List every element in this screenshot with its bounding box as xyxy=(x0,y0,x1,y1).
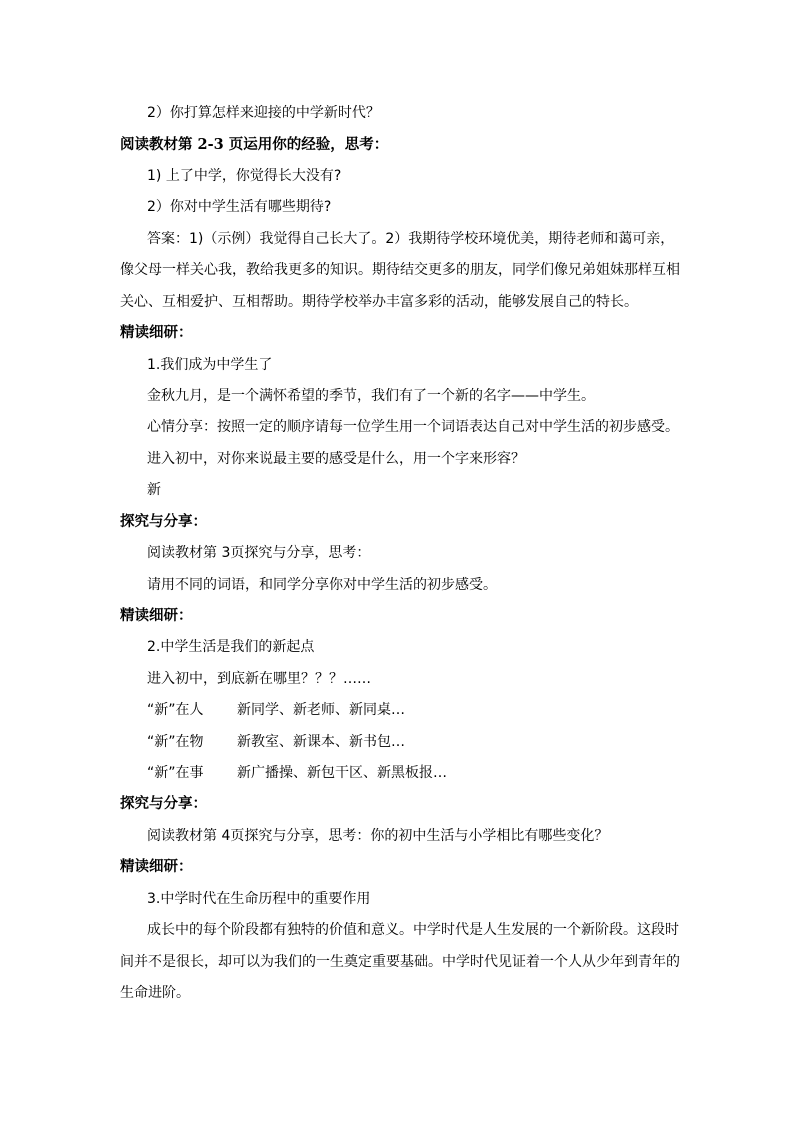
paragraph-line: 成长中的每个阶段都有独特的价值和意义。中学时代是人生发展的一个新阶段。这段时 xyxy=(147,922,679,938)
section-heading-close-reading-2: 精读细研： xyxy=(120,607,193,624)
paragraph-line: 进入初中，到底新在哪里？？？…… xyxy=(147,671,371,687)
new-item-value: 新同学、新老师、新同桌… xyxy=(237,702,405,718)
paragraph-line: 心情分享：按照一定的顺序请每一位学生用一个词语表达自己对中学生活的初步感受。 xyxy=(147,419,679,435)
new-item-key: “新”在人 xyxy=(147,702,204,718)
answer-line-1: 答案：1)（示例）我觉得自己长大了。2）我期待学校环境优美，期待老师和蔼可亲， xyxy=(147,231,675,247)
paragraph-line: 进入初中，对你来说最主要的感受是什么，用一个字来形容？ xyxy=(147,451,525,467)
new-item-value: 新广播操、新包干区、新黑板报… xyxy=(237,765,447,781)
question-line-2: 2）你打算怎样来迎接的中学新时代？ xyxy=(147,105,380,121)
paragraph-line: 阅读教材第 4页探究与分享，思考：你的初中生活与小学相比有哪些变化？ xyxy=(147,828,609,844)
new-item-key: “新”在事 xyxy=(147,765,204,781)
question-line-1: 1) 上了中学，你觉得长大没有? xyxy=(147,168,342,184)
section-heading-close-reading-1: 精读细研： xyxy=(120,324,193,341)
subheading-1: 1.我们成为中学生了 xyxy=(147,357,273,373)
new-item-row xyxy=(147,700,405,720)
answer-line-2: 像父母一样关心我，教给我更多的知识。期待结交更多的朋友，同学们像兄弟姐妹那样互相 xyxy=(120,262,680,278)
paragraph-line: 阅读教材第 3页探究与分享，思考： xyxy=(147,545,371,561)
section-heading-reading: 阅读教材第 2-3 页运用你的经验，思考： xyxy=(120,136,389,153)
new-item-row xyxy=(147,763,447,783)
new-item-key: “新”在物 xyxy=(147,734,204,750)
section-heading-explore-1: 探究与分享： xyxy=(120,513,207,530)
paragraph-line: 金秋九月，是一个满怀希望的季节，我们有了一个新的名字——中学生。 xyxy=(147,388,595,404)
question-line-2b: 2）你对中学生活有哪些期待? xyxy=(147,199,332,215)
section-heading-explore-2: 探究与分享： xyxy=(120,795,207,812)
section-heading-close-reading-3: 精读细研： xyxy=(120,858,193,875)
subheading-2: 2.中学生活是我们的新起点 xyxy=(147,639,315,655)
paragraph-line: 间并不是很长，却可以为我们的一生奠定重要基础。中学时代见证着一个人从少年到青年的 xyxy=(120,954,680,970)
new-item-row xyxy=(147,732,405,752)
paragraph-line: 生命进阶。 xyxy=(120,985,190,1001)
answer-line-3: 关心、互相爱护、互相帮助。期待学校举办丰富多彩的活动，能够发展自己的特长。 xyxy=(120,294,638,310)
subheading-3: 3.中学时代在生命历程中的重要作用 xyxy=(147,891,371,907)
paragraph-line: 请用不同的词语，和同学分享你对中学生活的初步感受。 xyxy=(147,577,497,593)
answer-word: 新 xyxy=(147,482,161,498)
new-item-value: 新教室、新课本、新书包… xyxy=(237,734,405,750)
